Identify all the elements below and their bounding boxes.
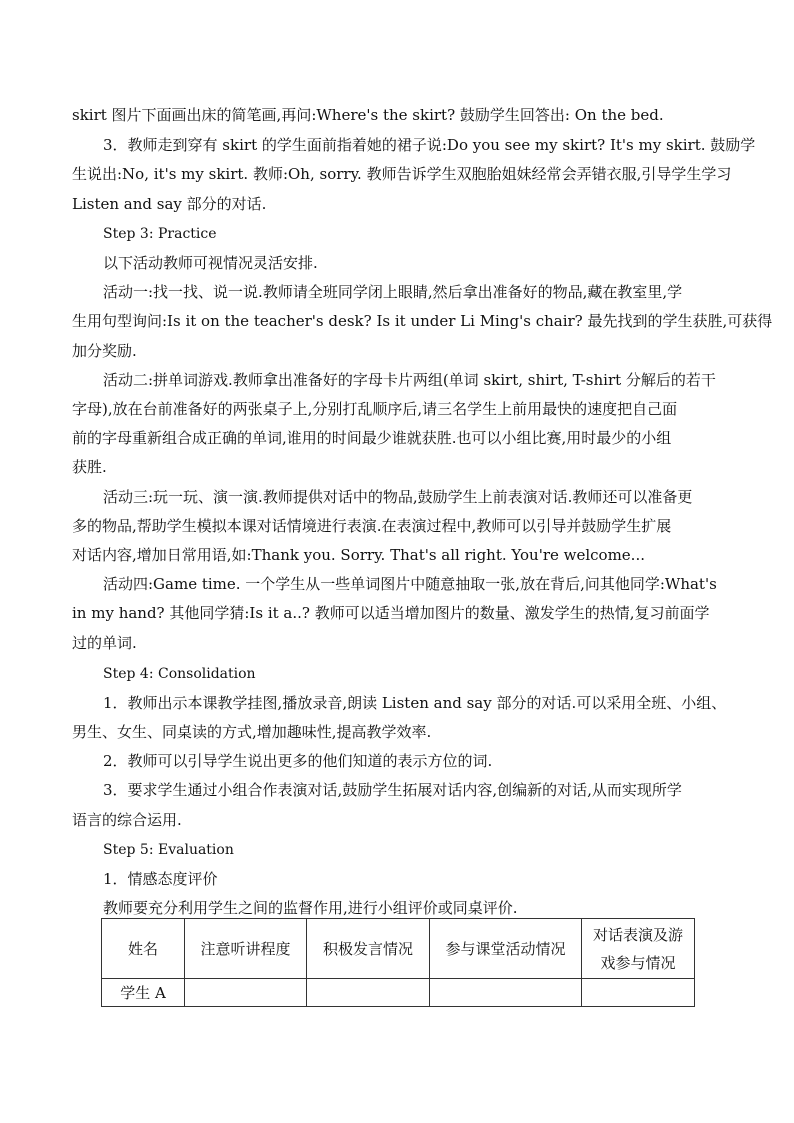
table-cell xyxy=(307,979,430,1007)
text-line: 3．要求学生通过小组合作表演对话,鼓励学生拓展对话内容,创编新的对话,从而实现所学 xyxy=(103,781,682,799)
section-heading: Step 4: Consolidation xyxy=(103,666,256,682)
text-line: in my hand? 其他同学猜:Is it a..? 教师可以适当增加图片的数量、激发学生的热情,复习前面学 xyxy=(72,604,710,622)
text-line: 对话内容,增加日常用语,如:Thank you. Sorry. That's all right. You're welcome... xyxy=(72,546,645,564)
table-cell: 学生 A xyxy=(102,979,185,1007)
text-line: 1．情感态度评价 xyxy=(103,870,218,888)
evaluation-table xyxy=(101,918,695,1007)
header-participation: 参与课堂活动情况 xyxy=(430,919,582,979)
text-line: 2．教师可以引导学生说出更多的他们知道的表示方位的词. xyxy=(103,752,493,770)
header-attention: 注意听讲程度 xyxy=(185,919,307,979)
header-name: 姓名 xyxy=(102,919,185,979)
text-line: 活动三:玩一玩、演一演.教师提供对话中的物品,鼓励学生上前表演对话.教师还可以准备更 xyxy=(103,488,693,506)
text-line: Listen and say 部分的对话. xyxy=(72,195,267,213)
table-cell xyxy=(185,979,307,1007)
section-heading: Step 5: Evaluation xyxy=(103,842,234,858)
text-line: 活动二:拼单词游戏.教师拿出准备好的字母卡片两组(单词 skirt, shirt, T-shirt 分解后的若干 xyxy=(103,371,716,389)
text-line: 3．教师走到穿有 skirt 的学生面前指着她的裙子说:Do you see my skirt? It's my skirt. 鼓励学 xyxy=(103,136,756,154)
table-cell xyxy=(430,979,582,1007)
text-line: 1．教师出示本课教学挂图,播放录音,朗读 Listen and say 部分的对话.可以采用全班、小组、 xyxy=(103,694,727,712)
table-row xyxy=(102,979,695,1007)
table-cell xyxy=(582,979,695,1007)
text-line: 前的字母重新组合成正确的单词,谁用的时间最少谁就获胜.也可以小组比赛,用时最少的小组 xyxy=(72,429,672,447)
text-line: 加分奖励. xyxy=(72,342,137,360)
header-speaking: 积极发言情况 xyxy=(307,919,430,979)
text-line: 男生、女生、同桌读的方式,增加趣味性,提高教学效率. xyxy=(72,723,432,741)
text-line: 生说出:No, it's my skirt. 教师:Oh, sorry. 教师告诉学生双胞胎姐妹经常会弄错衣服,引导学生学习 xyxy=(72,165,732,183)
text-line: 以下活动教师可视情况灵活安排. xyxy=(103,254,318,272)
text-line: 教师要充分利用学生之间的监督作用,进行小组评价或同桌评价. xyxy=(103,899,518,917)
table-header-row xyxy=(102,919,695,979)
text-line: 过的单词. xyxy=(72,634,137,652)
text-line: 活动四:Game time. 一个学生从一些单词图片中随意抽取一张,放在背后,问其他同学:What's xyxy=(103,575,717,593)
text-line: 活动一:找一找、说一说.教师请全班同学闭上眼睛,然后拿出准备好的物品,藏在教室里,学 xyxy=(103,283,683,301)
text-line: 多的物品,帮助学生模拟本课对话情境进行表演.在表演过程中,教师可以引导并鼓励学生扩展 xyxy=(72,517,672,535)
header-dialogue-game: 对话表演及游戏参与情况 xyxy=(582,919,695,979)
section-heading: Step 3: Practice xyxy=(103,226,217,242)
text-line: 生用句型询问:Is it on the teacher's desk? Is it under Li Ming's chair? 最先找到的学生获胜,可获得 xyxy=(72,312,773,330)
text-line: 获胜. xyxy=(72,458,107,476)
text-line: 字母),放在台前准备好的两张桌子上,分别打乱顺序后,请三名学生上前用最快的速度把自己面 xyxy=(72,400,678,418)
text-line: skirt 图片下面画出床的简笔画,再问:Where's the skirt? 鼓励学生回答出: On the bed. xyxy=(72,106,664,124)
text-line: 语言的综合运用. xyxy=(72,811,182,829)
